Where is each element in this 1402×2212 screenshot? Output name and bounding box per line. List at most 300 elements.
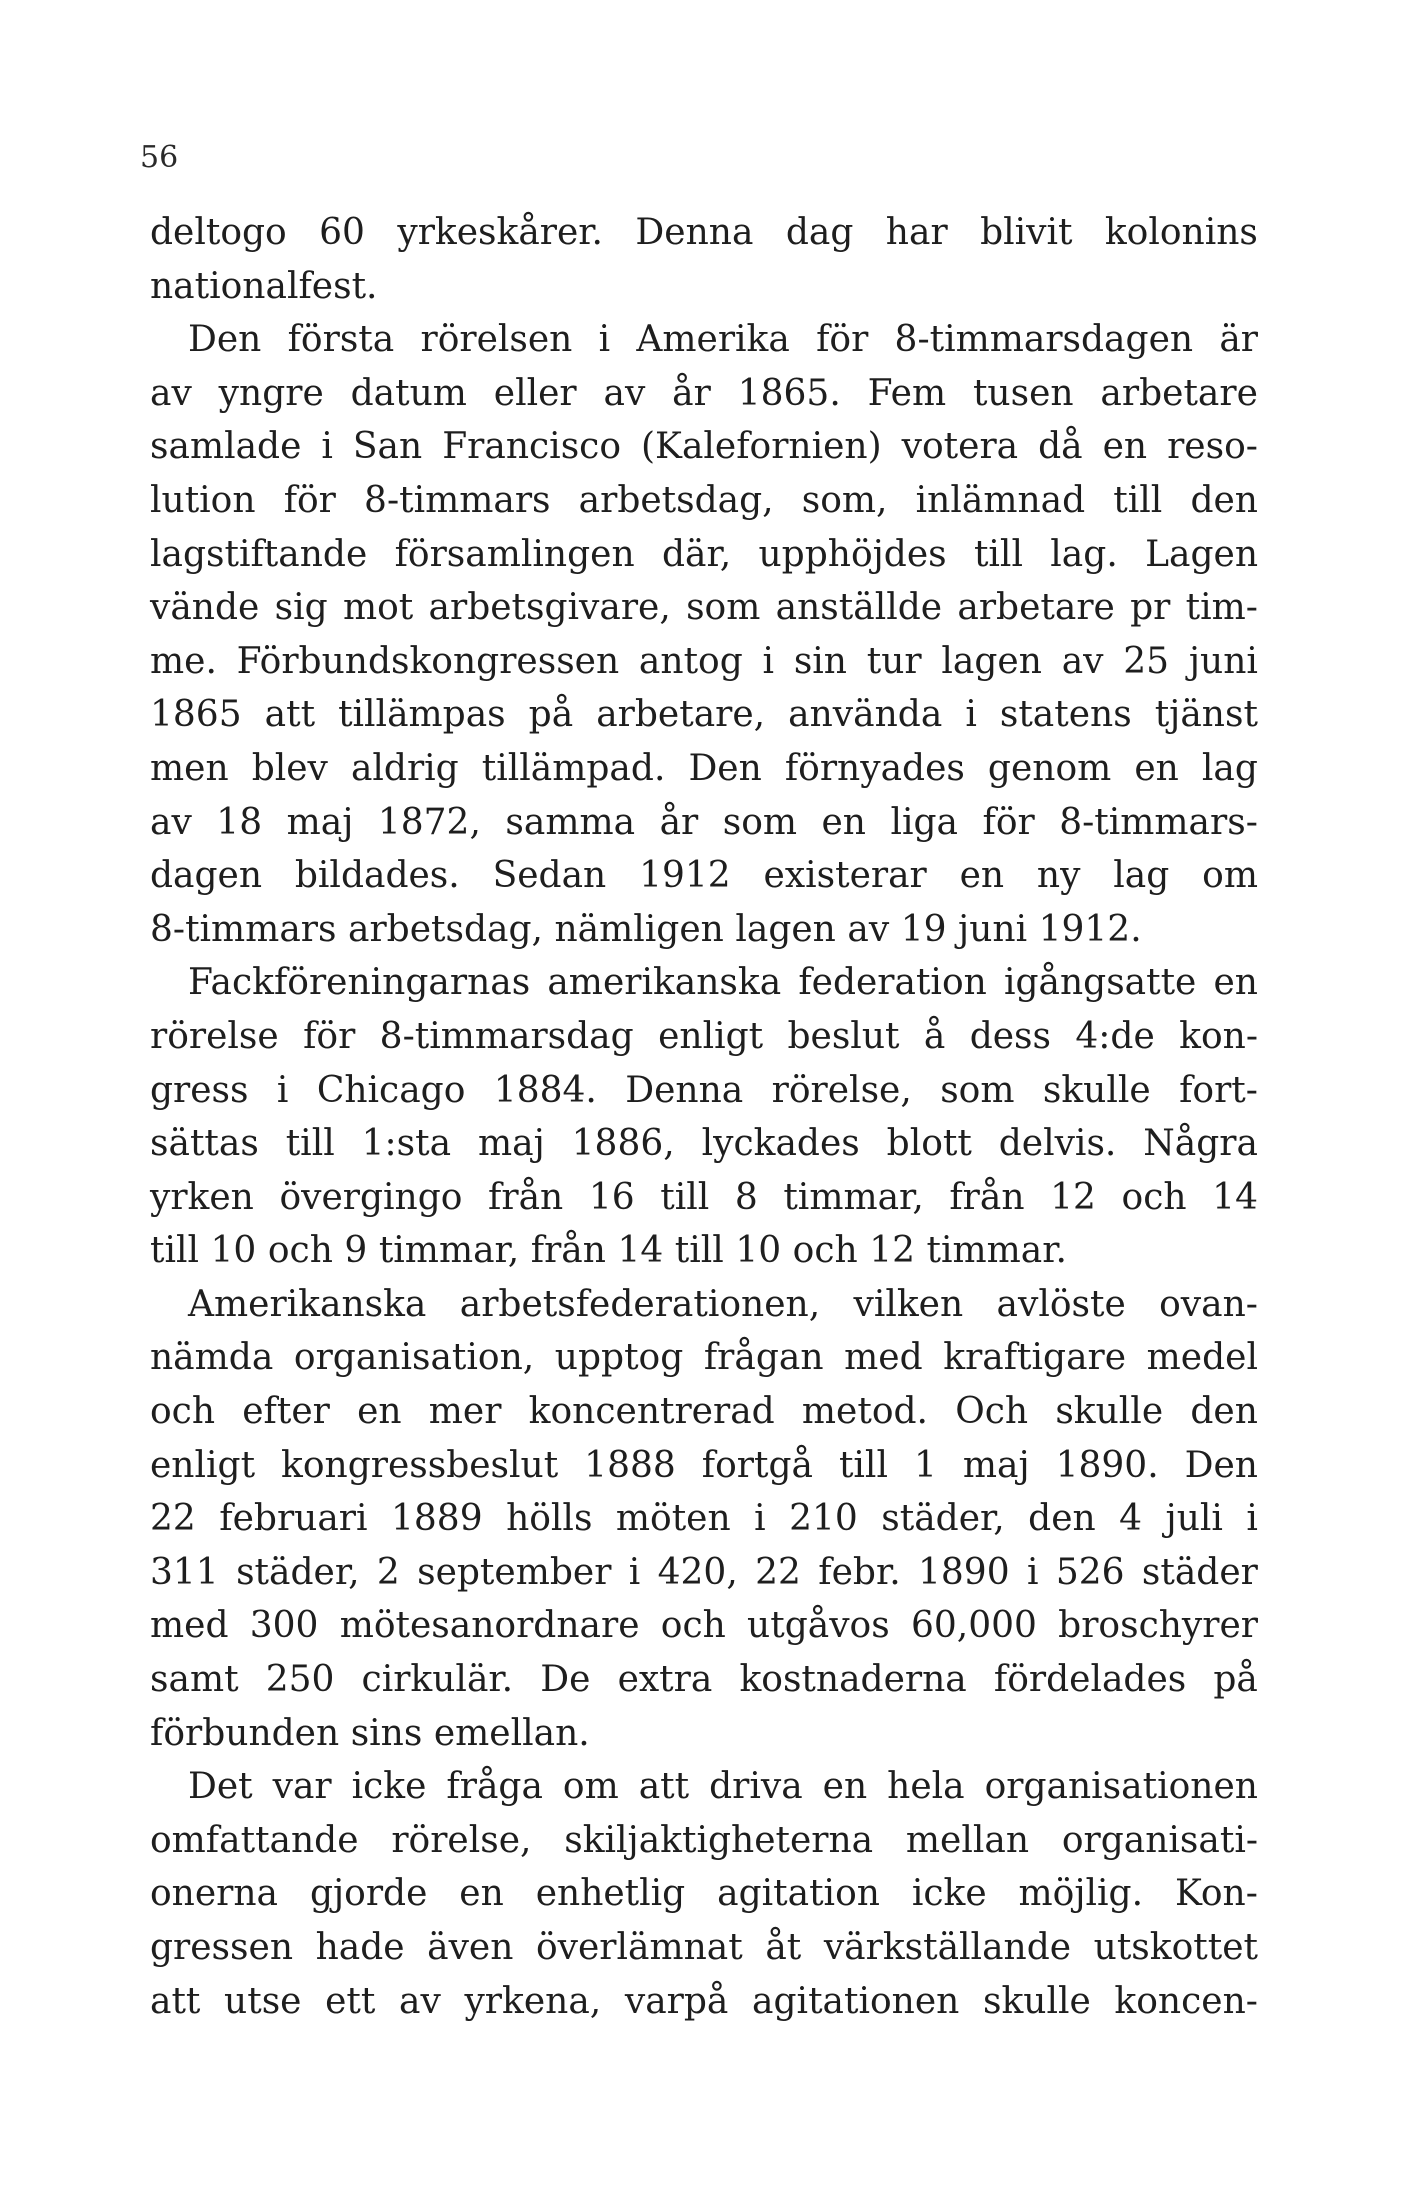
word: samlade [150,426,302,468]
word: eller [493,372,577,414]
text-line [150,1760,1258,1814]
word: med [844,1337,923,1379]
word: utskottet [1093,1927,1258,1968]
word: lag [1113,855,1170,897]
text-line [150,1064,1258,1118]
word: hade [315,1927,405,1968]
word: 1912 [639,855,731,897]
text-line [150,635,1258,689]
word: 16 [588,1176,635,1218]
word: av [603,372,646,414]
word: genom [987,747,1112,789]
word: agitation [717,1873,880,1915]
word: skulle [1055,1391,1164,1433]
text-line [150,1224,1258,1278]
word: avlöste [996,1283,1126,1325]
word: Den [1184,1444,1258,1486]
word: 1890. [1055,1444,1159,1486]
text-line [150,420,1258,474]
word: liga [890,801,959,843]
text-line [150,903,1258,957]
word: timmar, [783,1176,924,1218]
word: medel [1146,1337,1258,1379]
word: till [838,1444,888,1486]
word: av [847,908,890,950]
word: organisationen [984,1766,1258,1808]
word: San [352,426,423,468]
word: amerikanska [547,962,782,1004]
word: med [150,1605,229,1647]
word: förnyades [784,747,965,789]
word: 25 [1123,640,1170,682]
word: juni [1188,640,1258,682]
word: i [628,1551,641,1593]
word: timmar, [378,1230,520,1272]
word: extra [617,1659,713,1701]
word: federation [798,962,987,1004]
word: 1872, [377,801,481,843]
word: gress [150,1069,249,1111]
word: 10 [735,1230,782,1272]
word: dess [969,1015,1052,1057]
word: Amerikanska [188,1283,427,1325]
word: broschyrer [1058,1605,1258,1647]
text-line [150,1278,1258,1332]
word: cirkulär. [361,1659,514,1701]
word: delvis. [998,1123,1117,1165]
text-line [150,956,1258,1010]
word: gjorde [309,1873,428,1915]
word: hela [887,1766,965,1808]
word: 60,000 [910,1605,1037,1647]
word: De [540,1659,591,1701]
word: år [672,372,711,414]
word: till [150,1230,200,1272]
word: men [150,747,229,789]
word: Amerika [636,319,790,361]
word: agitationen [752,1980,960,2022]
word: Några [1143,1123,1258,1165]
word: samma [505,801,636,843]
word: 1865. [737,372,841,414]
word: icke [351,1766,427,1808]
word: kon- [1179,1015,1258,1057]
word: år [659,801,699,843]
word: igångsatte [1003,962,1197,1004]
word: möten [615,1498,731,1540]
word: tim- [1185,587,1258,629]
word: den [1028,1498,1096,1540]
word: frågan [703,1337,824,1379]
word: skulle [982,1980,1091,2022]
word: 2 [376,1551,400,1593]
word: lagstiftande [150,533,368,575]
word: efter [242,1391,330,1433]
word: vände [150,587,260,629]
word: arbetsdag, [347,908,543,950]
word: ny [1036,855,1081,897]
word: för [982,801,1035,843]
word: städer, [881,1498,1005,1540]
word: en [1102,426,1148,468]
word: och [267,1230,333,1272]
word: 1912. [1038,908,1142,950]
word: till [973,533,1023,575]
text-line [150,1814,1258,1868]
word: 12 [869,1230,916,1272]
word: Francisco [442,426,622,468]
word: på [1213,1659,1258,1701]
word: maj [477,1123,545,1165]
word: 8-timmars- [1059,801,1258,843]
word: vilken [853,1283,964,1325]
word: till [285,1123,335,1165]
word: 1886, [571,1123,675,1165]
word: övergingo [279,1176,463,1218]
word: Lagen [1145,533,1258,575]
text-line [150,1439,1258,1493]
word: utgåvos [747,1605,890,1647]
word: städer [1141,1551,1258,1593]
word: städer, [236,1551,360,1593]
word: tjänst [1154,694,1258,736]
word: mot [342,587,414,629]
word: lagen [941,640,1042,682]
word: är [1219,319,1258,361]
word: i [598,319,611,361]
text-line [150,528,1258,582]
word: Förbundskongressen [236,640,620,682]
word: nämda [150,1337,274,1379]
word: kraftigare [943,1337,1127,1379]
word: 1 [913,1444,937,1486]
word: mer [428,1391,502,1433]
word: upphöjdes [758,533,947,575]
word: Fackföreningarnas [188,962,531,1004]
word: rörelse, [771,1069,912,1111]
word: 14 [617,1230,664,1272]
word: från [949,1176,1025,1218]
word: koncen- [1114,1980,1258,2022]
word: av [150,801,192,843]
word: beslut [787,1015,900,1057]
word: i [762,640,775,682]
text-line [150,742,1258,796]
word: för [283,479,336,521]
text-line [150,1492,1258,1546]
word: åt [765,1927,802,1968]
word: skulle [1042,1069,1151,1111]
text-line [150,1117,1258,1171]
word: icke [911,1873,987,1915]
text-line [150,1171,1258,1225]
word: mellan [905,1819,1030,1861]
text-line [150,688,1258,742]
word: yrken [150,1176,254,1218]
word: 420, [657,1551,738,1593]
word: reso- [1167,426,1258,468]
word: juni [958,908,1028,950]
word: Fem [867,372,947,414]
word: febr. [818,1551,901,1593]
word: tillämpad. [481,747,666,789]
word: februari [219,1498,368,1540]
word: yrkena, [464,1980,602,2022]
word: en [459,1873,504,1915]
word: som [940,1069,1015,1111]
text-line [150,1546,1258,1600]
word: som [722,801,798,843]
text-line [150,581,1258,635]
word: Denna [625,1069,744,1111]
word: rörelse [150,1015,279,1057]
word: till [660,1176,710,1218]
word: arbetare [1100,372,1258,414]
body-text [150,206,1258,2028]
word: första [287,319,395,361]
word: i [321,426,333,468]
word: en [357,1391,402,1433]
word: en [1213,962,1258,1004]
word: på [528,694,574,736]
word: blott [886,1123,972,1165]
word: nationalfest. [150,265,378,307]
word: yrkeskårer. [397,212,603,253]
word: i [276,1069,289,1111]
word: av [150,372,192,414]
text-line [150,1975,1258,2029]
word: från [530,1230,606,1272]
word: driva [709,1766,803,1808]
word: juli [1165,1498,1223,1540]
word: i [754,1498,766,1540]
word: onerna [150,1873,279,1915]
word: lag. [1050,533,1118,575]
word: aldrig [350,747,459,789]
word: nämligen [554,908,724,950]
word: Denna [635,212,754,253]
word: samt [150,1659,239,1701]
word: i [965,694,977,736]
word: upptog [554,1337,684,1379]
word: som, [801,479,888,521]
word: organisation, [293,1337,535,1379]
word: enhetlig [535,1873,686,1915]
word: och [792,1230,858,1272]
word: förbunden [150,1712,340,1754]
text-line [150,1331,1258,1385]
text-line [150,1653,1258,1707]
word: blivit [980,212,1073,253]
text-line [150,1867,1258,1921]
word: 210 [789,1498,858,1540]
word: Den [188,319,262,361]
word: av [399,1980,441,2022]
word: 8-timmars [150,908,337,950]
word: me. [150,640,217,682]
word: utse [224,1980,302,2022]
word: 22 [150,1498,196,1540]
word: ovan- [1159,1283,1258,1325]
word: 300 [249,1605,319,1647]
word: emellan. [433,1712,590,1754]
word: deltogo [150,212,287,253]
word: 1:sta [361,1123,452,1165]
word: sättas [150,1123,259,1165]
word: lution [150,479,256,521]
word: arbetsgivare, [428,587,671,629]
word: 8-timmars [364,479,551,521]
word: (Kalefornien) [641,426,882,468]
word: 1890 [917,1551,1010,1593]
word: dagen [150,855,263,897]
word: existerar [763,855,927,897]
word: blev [251,747,328,789]
word: Det [188,1766,253,1808]
word: Och [955,1391,1029,1433]
word: kongressbeslut [281,1444,559,1486]
word: hölls [506,1498,593,1540]
word: varpå [624,1980,729,2022]
word: 1888 [584,1444,676,1486]
word: tur [866,640,922,682]
word: om [562,1766,619,1808]
word: möjlig. [1018,1873,1144,1915]
word: ett [325,1980,376,2022]
text-line [150,1599,1258,1653]
word: mötesanordnare [339,1605,640,1647]
text-line [150,367,1258,421]
word: dag [785,212,854,253]
word: i [1246,1498,1258,1540]
word: församlingen [394,533,635,575]
word: september [417,1551,612,1593]
word: 526 [1055,1551,1125,1593]
word: 1889 [390,1498,483,1540]
word: tusen [972,372,1074,414]
word: att [264,694,316,736]
word: rörelsen [420,319,573,361]
word: även [427,1927,514,1968]
word: Kon- [1174,1873,1258,1915]
word: enligt [150,1444,256,1486]
word: arbetare [957,587,1115,629]
word: fortgå [701,1444,813,1486]
word: att [150,1980,201,2022]
word: 4:de [1075,1015,1155,1057]
word: har [885,212,948,253]
text-line [150,260,1258,314]
word: den [1190,479,1258,521]
word: 22 [755,1551,801,1593]
word: antog [638,640,743,682]
word: bildades. [294,855,460,897]
text-line [150,206,1258,260]
word: kostnaderna [739,1659,967,1701]
word: om [1202,855,1258,897]
word: votera [901,426,1019,468]
text-line [150,1707,1258,1761]
text-line [150,796,1258,850]
word: 8-timmarsdag [379,1015,634,1057]
word: där, [661,533,732,575]
word: arbetare, [596,694,766,736]
word: rörelse, [391,1819,532,1861]
word: 250 [265,1659,335,1701]
word: tillämpas [338,694,506,736]
word: yngre [218,372,324,414]
word: och [660,1605,726,1647]
word: arbetsdag, [578,479,774,521]
word: för [303,1015,356,1057]
word: 1884. [493,1069,597,1111]
word: å [923,1015,946,1057]
word: 311 [150,1551,219,1593]
word: koncentrerad [528,1391,775,1433]
word: maj [962,1444,1030,1486]
word: fördelades [993,1659,1187,1701]
text-line [150,313,1258,367]
text-line [150,1921,1258,1975]
word: lagen [735,908,836,950]
word: var [272,1766,332,1808]
word: 14 [1212,1176,1258,1218]
word: maj [286,801,354,843]
word: 8 [734,1176,758,1218]
word: 60 [319,212,365,253]
text-line [150,1385,1258,1439]
word: inlämnad [915,479,1086,521]
word: datum [350,372,467,414]
word: 18 [216,801,263,843]
word: av [1061,640,1104,682]
word: att [638,1766,690,1808]
word: enligt [658,1015,764,1057]
word: timmar. [926,1230,1067,1272]
word: en [821,801,866,843]
word: 9 [344,1230,368,1272]
word: omfattande [150,1819,359,1861]
word: pr [1130,587,1171,629]
word: i [1026,1551,1039,1593]
word: Den [688,747,762,789]
word: då [1038,426,1083,468]
word: kolonins [1104,212,1258,253]
word: sins [350,1712,423,1754]
text-line [150,474,1258,528]
page-number: 56 [140,140,179,175]
word: sin [793,640,847,682]
word: och [150,1391,216,1433]
word: 4 [1119,1498,1143,1540]
word: överlämnat [535,1927,743,1968]
word: 1865 [150,694,242,736]
word: fråga [446,1766,543,1808]
text-line [150,849,1258,903]
word: anställde [775,587,943,629]
word: arbetsfederationen, [459,1283,821,1325]
word: Sedan [492,855,607,897]
word: värkställande [823,1927,1072,1968]
word: 12 [1050,1176,1096,1218]
word: använda [788,694,943,736]
word: den [1190,1391,1258,1433]
word: en [822,1766,868,1808]
word: sig [274,587,328,629]
word: lyckades [701,1123,860,1165]
word: 10 [210,1230,257,1272]
word: lag [1201,747,1258,789]
